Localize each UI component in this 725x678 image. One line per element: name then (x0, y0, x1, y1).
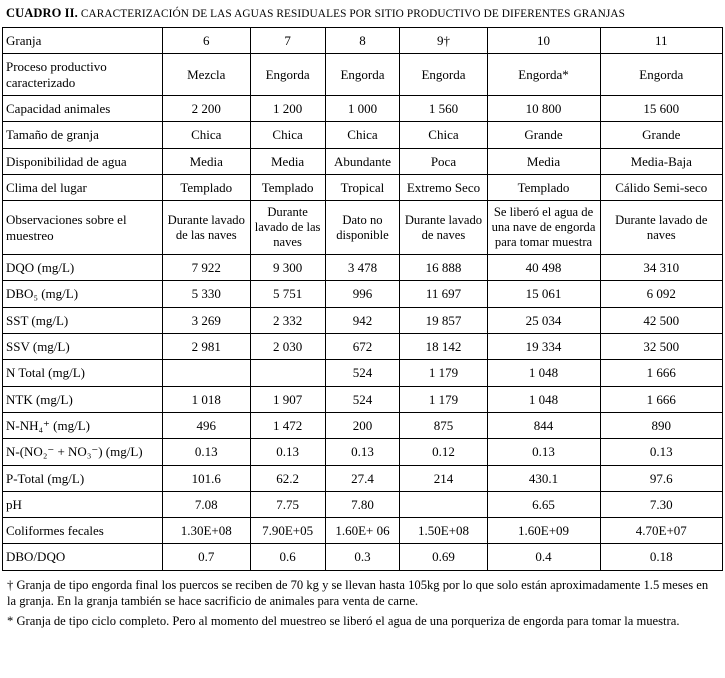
row-label: N-(NO₂⁻ + NO₃⁻) (mg/L) (3, 439, 163, 465)
table-cell: 32 500 (600, 333, 722, 359)
table-cell: Cálido Semi-seco (600, 174, 722, 200)
table-cell: Extremo Seco (400, 174, 487, 200)
row-label: Clima del lugar (3, 174, 163, 200)
table-cell: 3 269 (162, 307, 250, 333)
row-label: Tamaño de granja (3, 122, 163, 148)
table-cell: Templado (487, 174, 600, 200)
row-label: SSV (mg/L) (3, 333, 163, 359)
table-cell: Dato no disponible (325, 201, 400, 255)
table-cell: Se liberó el agua de una nave de engorda para tomar muestra (487, 201, 600, 255)
table-cell: 0.3 (325, 544, 400, 570)
table-cell: 1 018 (162, 386, 250, 412)
row-label: SST (mg/L) (3, 307, 163, 333)
table-cell: Engorda (600, 54, 722, 96)
table-cell: 200 (325, 412, 400, 438)
footnotes (2, 571, 723, 630)
table-cell: Media (250, 148, 325, 174)
row-ntk (3, 386, 723, 412)
table-cell: 11 697 (400, 281, 487, 307)
table-cell: 6 (162, 28, 250, 54)
table-cell: Durante lavado de las naves (250, 201, 325, 255)
table-cell: 1 048 (487, 386, 600, 412)
table-cell: 1 048 (487, 360, 600, 386)
table-cell: Engorda (250, 54, 325, 96)
table-cell: 7 922 (162, 254, 250, 280)
row-label: DBO₅ (mg/L) (3, 281, 163, 307)
table-cell: 6 092 (600, 281, 722, 307)
table-cell: 101.6 (162, 465, 250, 491)
data-table (2, 27, 723, 571)
table-cell: 1 560 (400, 95, 487, 121)
table-cell: 10 (487, 28, 600, 54)
row-label: pH (3, 491, 163, 517)
table-cell: 9 300 (250, 254, 325, 280)
row-label: Granja (3, 28, 163, 54)
table-cell (400, 491, 487, 517)
table-cell: Durante lavado de naves (600, 201, 722, 255)
table-cell: 15 061 (487, 281, 600, 307)
footnote-dagger: † Granja de tipo engorda final los puercos se reciben de 70 kg y se llevan hasta 105kg por lo que solo están aproximadamente 1.5 meses en la granja. En la granja también se hace sacrificio de animales para venta de carne. (7, 577, 709, 609)
table-cell: 0.6 (250, 544, 325, 570)
row-label: N-NH₄⁺ (mg/L) (3, 412, 163, 438)
table-cell: 97.6 (600, 465, 722, 491)
table-cell: 2 030 (250, 333, 325, 359)
table-cell: 8 (325, 28, 400, 54)
row-label: DBO/DQO (3, 544, 163, 570)
table-cell: 42 500 (600, 307, 722, 333)
row-ssv (3, 333, 723, 359)
table-cell: 942 (325, 307, 400, 333)
table-cell: Chica (325, 122, 400, 148)
row-ph (3, 491, 723, 517)
table-cell: 1.30E+08 (162, 518, 250, 544)
row-label: NTK (mg/L) (3, 386, 163, 412)
table-cell: 214 (400, 465, 487, 491)
footnote-asterisk: * Granja de tipo ciclo completo. Pero al momento del muestreo se liberó el agua de una porqueriza de engorda para tomar la muestra. (7, 614, 680, 629)
row-label: Capacidad animales (3, 95, 163, 121)
row-label: Disponibilidad de agua (3, 148, 163, 174)
row-granja (3, 28, 723, 54)
table-cell: 7.30 (600, 491, 722, 517)
table-cell: 6.65 (487, 491, 600, 517)
table-cell: Grande (600, 122, 722, 148)
table-cell (250, 360, 325, 386)
row-no2no3 (3, 439, 723, 465)
table-cell: 875 (400, 412, 487, 438)
table-cell: 0.4 (487, 544, 600, 570)
table-cell: 890 (600, 412, 722, 438)
row-coliformes (3, 518, 723, 544)
table-cell: 7.08 (162, 491, 250, 517)
table-cell: 2 332 (250, 307, 325, 333)
row-label: Coliformes fecales (3, 518, 163, 544)
table-cell: 1 179 (400, 360, 487, 386)
table-cell: 1 666 (600, 386, 722, 412)
table-cell: 844 (487, 412, 600, 438)
table-cell: 0.13 (600, 439, 722, 465)
table-cell (162, 360, 250, 386)
table-cell: Tropical (325, 174, 400, 200)
row-sst (3, 307, 723, 333)
table-cell: 7.80 (325, 491, 400, 517)
table-cell: Engorda (325, 54, 400, 96)
table-cell: 34 310 (600, 254, 722, 280)
table-cell: 0.69 (400, 544, 487, 570)
table-cell: 5 751 (250, 281, 325, 307)
row-capacidad (3, 95, 723, 121)
table-cell: 524 (325, 360, 400, 386)
table-cell: 496 (162, 412, 250, 438)
table-cell: Durante lavado de las naves (162, 201, 250, 255)
table-cell: 2 981 (162, 333, 250, 359)
table-cell: Mezcla (162, 54, 250, 96)
table-cell: 7 (250, 28, 325, 54)
table-cell: 18 142 (400, 333, 487, 359)
row-dbodqo (3, 544, 723, 570)
table-cell: 0.13 (250, 439, 325, 465)
row-ntotal (3, 360, 723, 386)
table-cell: 0.12 (400, 439, 487, 465)
table-cell: 3 478 (325, 254, 400, 280)
table-caption (2, 6, 723, 27)
table-cell: 7.75 (250, 491, 325, 517)
table-cell: 16 888 (400, 254, 487, 280)
row-label: Proceso productivo caracterizado (3, 54, 163, 96)
table-cell: Chica (162, 122, 250, 148)
row-nnh4 (3, 412, 723, 438)
table-cell: 1.60E+09 (487, 518, 600, 544)
table-cell: 9† (400, 28, 487, 54)
row-label: DQO (mg/L) (3, 254, 163, 280)
table-cell: 62.2 (250, 465, 325, 491)
table-cell: 0.13 (162, 439, 250, 465)
row-label: Observaciones sobre el muestreo (3, 201, 163, 255)
row-label: N Total (mg/L) (3, 360, 163, 386)
table-cell: 0.18 (600, 544, 722, 570)
table-cell: 1 000 (325, 95, 400, 121)
table-cell: Engorda (400, 54, 487, 96)
table-cell: 7.90E+05 (250, 518, 325, 544)
table-cell: 40 498 (487, 254, 600, 280)
table-cell: 2 200 (162, 95, 250, 121)
table-cell: 1 472 (250, 412, 325, 438)
table-cell: Media-Baja (600, 148, 722, 174)
table-cell: 996 (325, 281, 400, 307)
table-cell: 430.1 (487, 465, 600, 491)
table-cell: Media (487, 148, 600, 174)
row-disponibilidad (3, 148, 723, 174)
row-dbo5 (3, 281, 723, 307)
table-cell: 0.13 (487, 439, 600, 465)
table-cell: Poca (400, 148, 487, 174)
table-cell: 11 (600, 28, 722, 54)
table-cell: 27.4 (325, 465, 400, 491)
table-cell: 1.50E+08 (400, 518, 487, 544)
table-cell: 15 600 (600, 95, 722, 121)
table-cell: 672 (325, 333, 400, 359)
table-cell: Grande (487, 122, 600, 148)
table-cell: 19 857 (400, 307, 487, 333)
row-observaciones (3, 201, 723, 255)
row-tamano (3, 122, 723, 148)
table-cell: 0.7 (162, 544, 250, 570)
table-cell: Abundante (325, 148, 400, 174)
table-cell: 25 034 (487, 307, 600, 333)
row-proceso (3, 54, 723, 96)
table-caption-text: CARACTERIZACIÓN DE LAS AGUAS RESIDUALES POR SITIO PRODUCTIVO DE DIFERENTES GRANJAS (80, 8, 626, 20)
table-caption-number: CUADRO II. (6, 6, 78, 20)
table-cell: 5 330 (162, 281, 250, 307)
table-cell: Durante lavado de naves (400, 201, 487, 255)
row-ptotal (3, 465, 723, 491)
table-cell: 10 800 (487, 95, 600, 121)
row-label: P-Total (mg/L) (3, 465, 163, 491)
table-cell: Templado (250, 174, 325, 200)
table-cell: 1 179 (400, 386, 487, 412)
table-cell: 4.70E+07 (600, 518, 722, 544)
table-cell: 524 (325, 386, 400, 412)
table-cell: Templado (162, 174, 250, 200)
table-cell: Media (162, 148, 250, 174)
table-cell: Engorda* (487, 54, 600, 96)
table-cell: Chica (250, 122, 325, 148)
table-cell: 0.13 (325, 439, 400, 465)
table-cell: 19 334 (487, 333, 600, 359)
table-cell: Chica (400, 122, 487, 148)
table-cell: 1 666 (600, 360, 722, 386)
row-dqo (3, 254, 723, 280)
row-clima (3, 174, 723, 200)
table-cell: 1.60E+ 06 (325, 518, 400, 544)
table-cell: 1 200 (250, 95, 325, 121)
table-cell: 1 907 (250, 386, 325, 412)
